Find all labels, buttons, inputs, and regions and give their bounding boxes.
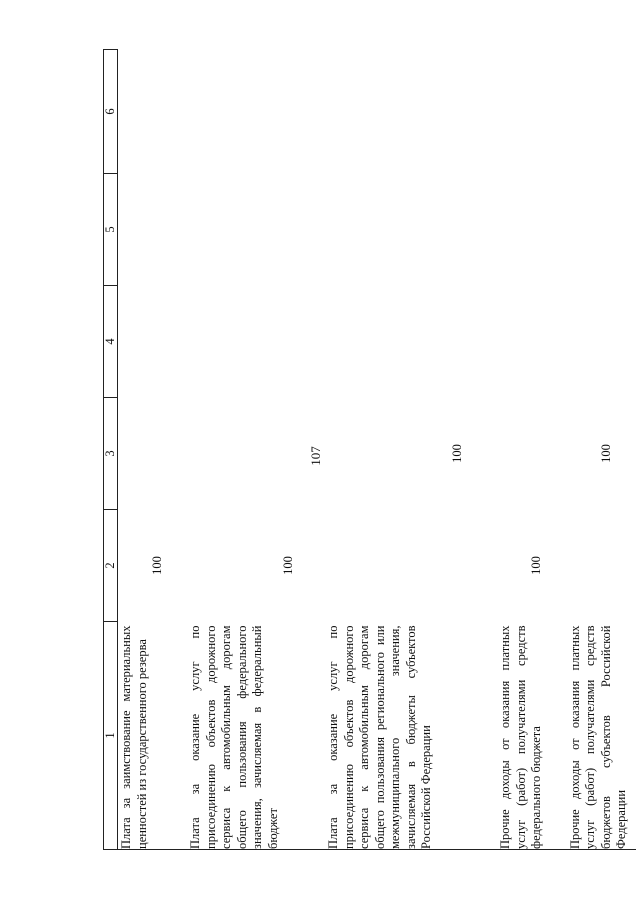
row-name: Плата за оказание услуг по присоединению объектов дорожного сервиса к автомобильным дорогам общего пользования регионального или межмуниципального значения, зачисляемая в бюджеты субъектов Российской Федерации xyxy=(326,625,434,849)
row-value-col3: 100 xyxy=(450,444,465,463)
row-name: Плата за оказание услуг по присоединению объектов дорожного сервиса к автомобильным дорогам общего пользования федерального значения, зачисляемая в федеральный бюджет xyxy=(188,625,280,849)
page-number: 107 xyxy=(307,446,323,466)
row-value-col2: 100 xyxy=(281,556,296,575)
column-header-5: 5 xyxy=(104,174,118,286)
column-header-2: 2 xyxy=(104,510,118,622)
table-header-row xyxy=(104,50,118,850)
table-row xyxy=(326,50,480,850)
column-header-1: 1 xyxy=(104,622,118,850)
row-value-col3: 100 xyxy=(598,444,613,463)
row-name: Прочие доходы от оказания платных услуг (работ) получателями средств бюджетов субъектов Российской Федерации xyxy=(567,625,629,849)
column-header-4: 4 xyxy=(104,286,118,398)
row-value-col2: 100 xyxy=(150,556,164,575)
table-row xyxy=(118,50,171,850)
table-row xyxy=(498,50,549,850)
revenue-distribution-table xyxy=(103,49,636,850)
column-header-3: 3 xyxy=(104,398,118,510)
row-value-col2: 100 xyxy=(529,556,544,575)
row-name: Плата за заимствование материальных ценностей из государственного резерва xyxy=(119,625,149,849)
table-row xyxy=(188,50,308,850)
column-header-6: 6 xyxy=(104,50,118,174)
row-name: Прочие доходы от оказания платных услуг (работ) получателями средств федерального бюджета xyxy=(498,625,544,849)
table-row xyxy=(568,50,636,850)
